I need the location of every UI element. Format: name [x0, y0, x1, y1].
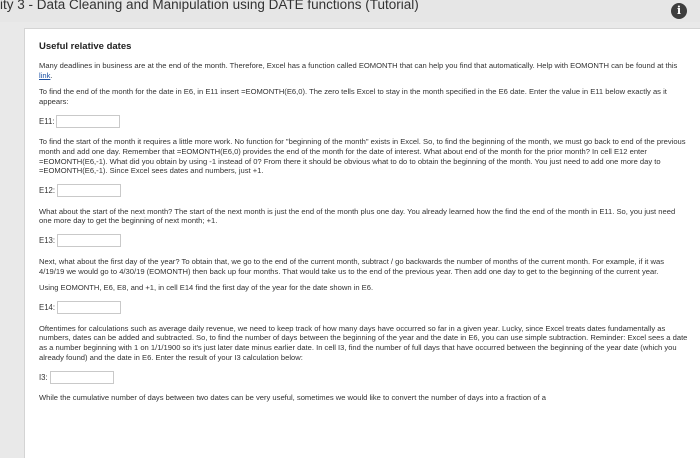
answer-row-i3 [39, 369, 689, 385]
section-heading: Useful relative dates [39, 41, 132, 52]
paragraph-e13: What about the start of the next month? The start of the next month is just the end of the month plus one day. You already learned how the find the end of the month in E11. So, you just need one more day to get the beginning of next month; +1. [39, 206, 676, 226]
content-body [39, 41, 689, 410]
paragraph-days-elapsed: Oftentimes for calculations such as average daily revenue, we need to keep track of how many days have occurred so far in a given year. Lucky, since Excel treats dates fundamentally as numbers, dates can be added and subtracted. So, to find the number of days between the beginning of the year and the date in E6, you can use simple subtraction. Reminder: Excel sees a date as a number beginning with 1 on 1/1/1900 so it's just later date minus earlier date. In cell I3, find the number of full days that have occurred between the beginning of the year date (which you already found) and the date in E6. Enter the result of your I3 calculation below: [39, 323, 688, 362]
answer-row-e12 [39, 183, 689, 199]
info-icon[interactable]: i [671, 3, 687, 19]
answer-row-e11 [39, 113, 689, 129]
paragraph-e14-instructions: Using EOMONTH, E6, E8, and +1, in cell E14 find the first day of the year for the date shown in E6. [39, 283, 374, 293]
paragraph-e11: To find the end of the month for the date in E6, in E11 insert =EOMONTH(E6,0). The zero tells Excel to stay in the month specified in the E6 date. Enter the value in E11 below exactly as it appears: [39, 87, 667, 106]
e12-answer-input[interactable] [57, 184, 121, 197]
e12-label: E12: [39, 186, 56, 196]
answer-row-e14 [39, 300, 689, 316]
title-bar [0, 0, 700, 22]
e11-label: E11: [39, 116, 55, 126]
eomonth-help-link[interactable]: link [39, 70, 51, 80]
paragraph-e12: To find the start of the month it requires a little more work. No function for "beginning of the month" exists in Excel. So, to find the beginning of the month, we must go back to end of the previous month and add one day. Remember that =EOMONTH(E6,0) provides the end of the month for the date of interest. What about end of the month for the prior month? In cell E12 enter =EOMONTH(E6,-1). What did you obtain by using -1 instead of 0? From there it should be obvious what to do to obtain the beginning of the month. You just need to add one more day to =EOMONTH(E6,-1). Since Excel sees dates and numbers, just +1. [39, 137, 686, 176]
paragraph-first-day-year: Next, what about the first day of the year? To obtain that, we go to the end of the current month, subtract / go backwards the number of months of the current month. For example, if it was 4/19/19 we would go to 4/30/19 (EOMONTH) then back up four months. That would take us to the end of the previous year. Then add one day to get to the beginning of the current year. [39, 256, 664, 276]
content-panel [24, 28, 700, 458]
page-title: ity 3 - Data Cleaning and Manipulation using DATE functions (Tutorial) [0, 0, 419, 12]
e14-label: E14: [39, 303, 56, 313]
i3-label: I3: [39, 372, 48, 382]
paragraph-intro: Many deadlines in business are at the end of the month. Therefore, Excel has a function called EOMONTH that can help you find that automatically. Help with EOMONTH can be found at this link. [39, 61, 678, 80]
e13-answer-input[interactable] [57, 234, 121, 247]
answer-row-e13 [39, 233, 689, 249]
i3-answer-input[interactable] [50, 371, 114, 384]
e11-answer-input[interactable] [56, 115, 120, 128]
paragraph-fraction-of-year: While the cumulative number of days between two dates can be very useful, sometimes we would like to convert the number of days into a fraction of a [39, 393, 546, 403]
e13-label: E13: [39, 236, 56, 246]
e14-answer-input[interactable] [57, 301, 121, 314]
